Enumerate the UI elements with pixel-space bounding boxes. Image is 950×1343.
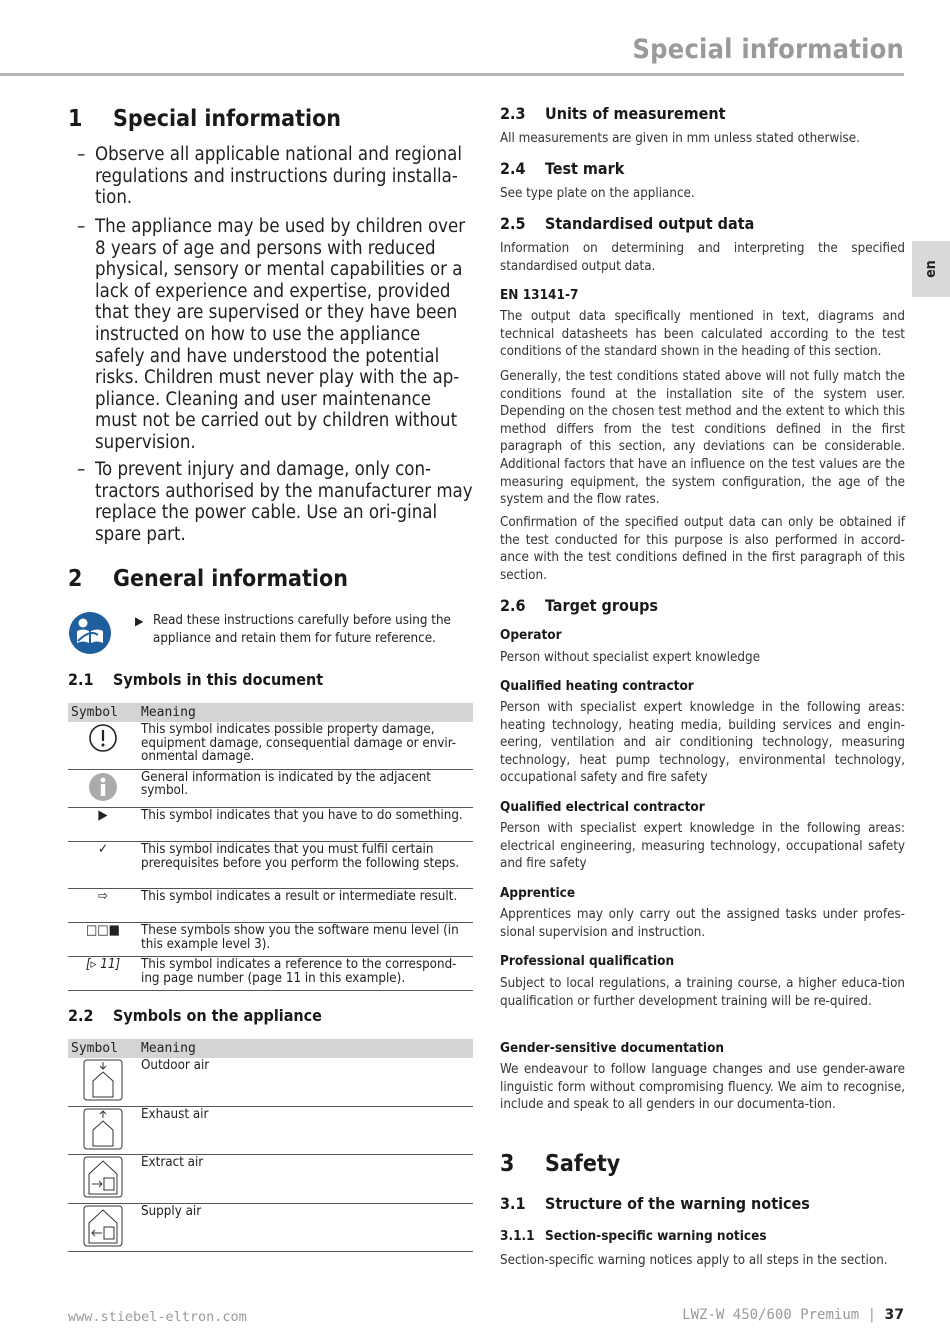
result-arrow-icon: ⇨ — [97, 889, 109, 904]
section-number: 3.1 — [500, 1194, 526, 1213]
symbol-cell — [68, 722, 138, 769]
supply-air-icon — [83, 1205, 123, 1247]
menu-level-icon: □□■ — [86, 923, 120, 938]
outdoor-air-icon — [83, 1059, 123, 1101]
table-header-meaning: Meaning — [138, 703, 473, 722]
meaning-cell: This symbol indicates that you must fulfil certain prerequisites before you perform the following steps. — [138, 842, 473, 889]
table-row — [68, 1203, 473, 1252]
footer-product — [682, 1307, 904, 1323]
section-number: 2.4 — [500, 159, 526, 178]
meaning-cell: Exhaust air — [138, 1106, 473, 1155]
paragraph: All measurements are given in mm unless stated otherwise. — [500, 131, 860, 146]
section-title: Symbols in this document — [113, 670, 324, 689]
page-ref-icon: [▹ 11] — [85, 957, 121, 972]
section-number: 1 — [68, 106, 83, 132]
section-title: Special information — [113, 106, 342, 132]
paragraph: See type plate on the appliance. — [500, 186, 695, 201]
section-title: Units of measurement — [545, 104, 726, 123]
meaning-cell: Outdoor air — [138, 1058, 473, 1106]
list-item — [77, 216, 473, 454]
symbol-cell — [68, 1203, 138, 1252]
language-tab-label: en — [923, 260, 939, 278]
paragraph: Apprentices may only carry out the assigned tasks under profes-sional supervision and instruction. — [500, 907, 905, 940]
section-3-heading — [500, 1151, 620, 1177]
page-number: 37 — [884, 1307, 904, 1323]
symbol-cell — [68, 769, 138, 808]
symbols-appliance-table — [68, 1039, 473, 1252]
section-2-heading — [68, 566, 348, 592]
footer-separator: | — [867, 1307, 877, 1323]
table-row — [68, 842, 473, 889]
meaning-cell: This symbol indicates a reference to the correspond-ing page number (page 11 in this example). — [138, 957, 473, 991]
table-row — [68, 889, 473, 923]
paragraph: Person with specialist expert knowledge in the following areas: electrical engineering, measuring technology, occupational safety and fire safety — [500, 821, 905, 872]
section-number: 3.1.1 — [500, 1228, 535, 1244]
section-title: Symbols on the appliance — [113, 1006, 322, 1025]
paragraph: Person with specialist expert knowledge in the following areas: heating technology, heating media, building services and engin-eering, ventilation and air conditioning technology, measuring technology, heat pump technology, environmental technology, occupational safety and fire safety — [500, 700, 905, 786]
exclamation-circle-icon — [88, 723, 118, 753]
symbols-document-table — [68, 703, 473, 991]
info-circle-icon — [87, 771, 119, 803]
meaning-cell: Supply air — [138, 1203, 473, 1252]
paragraph: Confirmation of the specified output data can only be obtained if the test conducted for this purpose is also performed in accord-ance with the test conditions defined in the first paragraph of this section. — [500, 515, 905, 583]
section-2-1-heading — [68, 670, 323, 689]
extract-air-icon — [83, 1156, 123, 1198]
table-header-meaning: Meaning — [138, 1039, 473, 1058]
exhaust-air-icon — [83, 1108, 123, 1150]
section-title: General information — [113, 566, 348, 592]
checkmark-icon: ✓ — [97, 842, 109, 857]
paragraph: Information on determining and interpreting the specified standardised output data. — [500, 241, 905, 274]
section-3-1-heading — [500, 1194, 810, 1213]
action-triangle-icon: ▶ — [135, 614, 144, 628]
footer-product-name: LWZ-W 450/600 Premium — [682, 1307, 860, 1323]
section-number: 2.6 — [500, 596, 526, 615]
paragraph: Person without specialist expert knowledge — [500, 650, 760, 665]
section-number: 2 — [68, 566, 83, 592]
subheading: Professional qualification — [500, 953, 675, 969]
table-header-symbol: Symbol — [68, 703, 138, 722]
read-manual-icon — [68, 611, 112, 655]
symbol-cell — [68, 957, 138, 991]
section-2-5-heading — [500, 214, 754, 233]
language-tab[interactable] — [912, 241, 950, 297]
list-item — [77, 144, 473, 209]
section-number: 2.2 — [68, 1006, 94, 1025]
section-number: 2.1 — [68, 670, 94, 689]
subheading: Operator — [500, 627, 562, 643]
section-2-6-heading — [500, 596, 658, 615]
subheading: Qualified electrical contractor — [500, 799, 705, 815]
list-item — [77, 459, 473, 545]
paragraph: Section-specific warning notices apply to all steps in the section. — [500, 1253, 888, 1268]
subheading: EN 13141-7 — [500, 287, 579, 303]
dash-bullet: – — [77, 459, 86, 480]
meaning-cell: These symbols show you the software menu level (in this example level 3). — [138, 923, 473, 957]
paragraph: Generally, the test conditions stated above will not fully match the conditions found at the installation site of the system user. Depending on the chosen test method and the extent to which this method differs from the test conditions defined in the first paragraph of this section, any deviations can be considerable. Additional factors that have an influence on the test values are the measuring equipment, the system configuration, the age of the system and the flow rates. — [500, 369, 905, 508]
table-row — [68, 722, 473, 769]
table-row — [68, 769, 473, 808]
paragraph: We endeavour to follow language changes and use gender-aware linguistic form without compromising fluency. We aim to recognise, include and speak to all genders in our documenta-tion. — [500, 1062, 905, 1113]
table-header-symbol: Symbol — [68, 1039, 138, 1058]
paragraph: Subject to local regulations, a training course, a higher educa-tion qualification or further development training will be re-quired. — [500, 976, 905, 1009]
read-instructions-text: Read these instructions carefully before using the appliance and retain them for future reference. — [153, 613, 451, 646]
meaning-cell: This symbol indicates possible property damage, equipment damage, consequential damage or envir-onmental damage. — [138, 722, 473, 769]
symbol-cell — [68, 889, 138, 923]
table-row — [68, 1106, 473, 1155]
list-item-text: To prevent injury and damage, only con-tractors authorised by the manufacturer may replace the power cable. Use an ori-ginal spare part. — [95, 459, 473, 545]
symbol-cell — [68, 1155, 138, 1204]
section-title: Safety — [545, 1151, 621, 1177]
list-item-text: The appliance may be used by children over 8 years of age and persons with reduced physical, sensory or mental capabilities or a lack of experience and expertise, provided that they are supervised or they have been instructed on how to use the appliance safely and have understood the potential risks. Children must never play with the ap-pliance. Cleaning and user maintenance must not be carried out by children without supervision. — [95, 216, 466, 453]
symbol-cell — [68, 923, 138, 957]
section-title: Standardised output data — [545, 214, 755, 233]
section-title: Structure of the warning notices — [545, 1194, 810, 1213]
section-number: 3 — [500, 1151, 515, 1177]
table-row — [68, 1155, 473, 1204]
dash-bullet: – — [77, 216, 86, 237]
section-number: 2.3 — [500, 104, 526, 123]
symbol-cell — [68, 808, 138, 842]
list-item-text: Observe all applicable national and regional regulations and instructions during installa-tion. — [95, 144, 462, 209]
section-2-4-heading — [500, 159, 624, 178]
symbol-cell — [68, 842, 138, 889]
meaning-cell: This symbol indicates a result or intermediate result. — [138, 889, 473, 923]
section-3-1-1-heading — [500, 1228, 767, 1244]
meaning-cell: General information is indicated by the adjacent symbol. — [138, 769, 473, 808]
symbol-cell — [68, 1058, 138, 1106]
subheading: Gender-sensitive documentation — [500, 1040, 725, 1056]
meaning-cell: This symbol indicates that you have to do something. — [138, 808, 473, 842]
footer-website-link[interactable]: www.stiebel-eltron.com — [68, 1309, 247, 1325]
section-title: Test mark — [545, 159, 625, 178]
symbol-cell — [68, 1106, 138, 1155]
running-header-title: Special information — [632, 34, 904, 65]
paragraph: The output data specifically mentioned in text, diagrams and technical datasheets has been calculated according to the test conditions of the standard shown in the heading of this section. — [500, 309, 905, 360]
section-number: 2.5 — [500, 214, 526, 233]
table-row — [68, 957, 473, 991]
table-row — [68, 1058, 473, 1106]
section-title: Section-specific warning notices — [545, 1228, 767, 1244]
header-rule — [0, 73, 904, 76]
subheading: Qualified heating contractor — [500, 678, 694, 694]
subheading: Apprentice — [500, 885, 576, 901]
play-triangle-icon: ▶ — [98, 808, 108, 823]
section-1-heading — [68, 106, 341, 132]
meaning-cell: Extract air — [138, 1155, 473, 1204]
section-2-2-heading — [68, 1006, 322, 1025]
section-title: Target groups — [545, 596, 658, 615]
section-2-3-heading — [500, 104, 726, 123]
table-row — [68, 923, 473, 957]
dash-bullet: – — [77, 144, 86, 165]
table-row — [68, 808, 473, 842]
